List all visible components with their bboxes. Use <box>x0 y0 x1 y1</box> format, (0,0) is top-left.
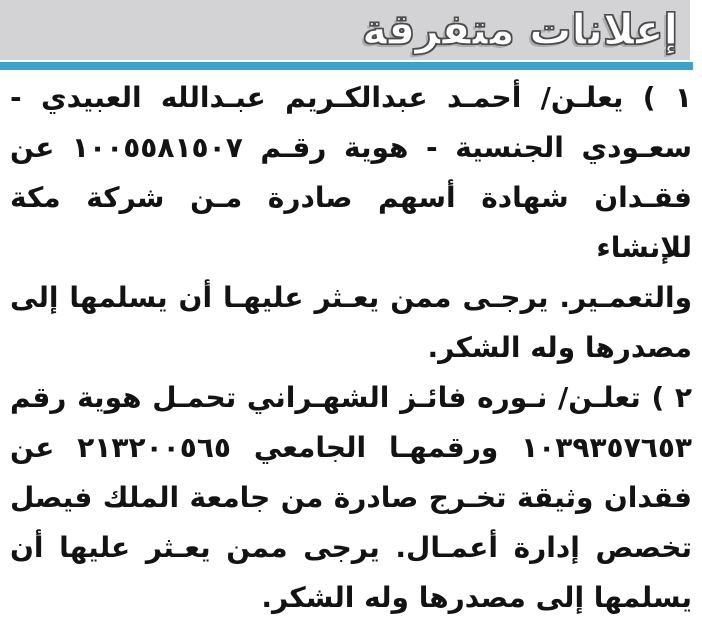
announcement-line: ١٠٣٩٣٥٧٦٥٣ ورقمهـا الجامعي ٢١٣٢٠٠٥٦٥ عن <box>10 431 692 464</box>
accent-bar-divider <box>0 62 693 70</box>
announcement-line: سعـودي الجنسية - هوية رقـم ١٠٠٥٥٨١٥٠٧ عن <box>10 131 692 164</box>
announcement-line: يسلمها إلى مصدرها وله الشكر. <box>261 581 692 614</box>
announcement-line: فقـدان شهادة أسهم صادرة مـن شركة مكة للإنشاء <box>10 181 692 264</box>
announcement-line: فقدان وثيقة تخـرج صادرة من جامعة الملك فيصل <box>10 481 692 514</box>
announcement-line: تخصص إدارة أعمـال. يرجى ممن يعـثر عليها أن <box>10 531 692 564</box>
announcement-line: مصدرها وله الشكر. <box>427 331 692 364</box>
announcement-line: ١ ) يعلـن/ أحمـد عبدالكـريم عبـدالله العبيدي - <box>10 81 692 114</box>
announcement-1 <box>10 73 692 373</box>
page-title: إعلانات متفرقة <box>362 5 678 54</box>
announcements-section <box>0 73 702 623</box>
announcement-2 <box>10 373 692 623</box>
header-banner <box>0 0 690 60</box>
announcement-line: والتعمـير. يرجـى ممن يعـثر عليهـا أن يسلمها إلى <box>10 281 692 314</box>
announcement-line: ٢ ) تعلـن/ نـوره فائـز الشهـراني تحمـل هوية رقم <box>10 381 692 414</box>
